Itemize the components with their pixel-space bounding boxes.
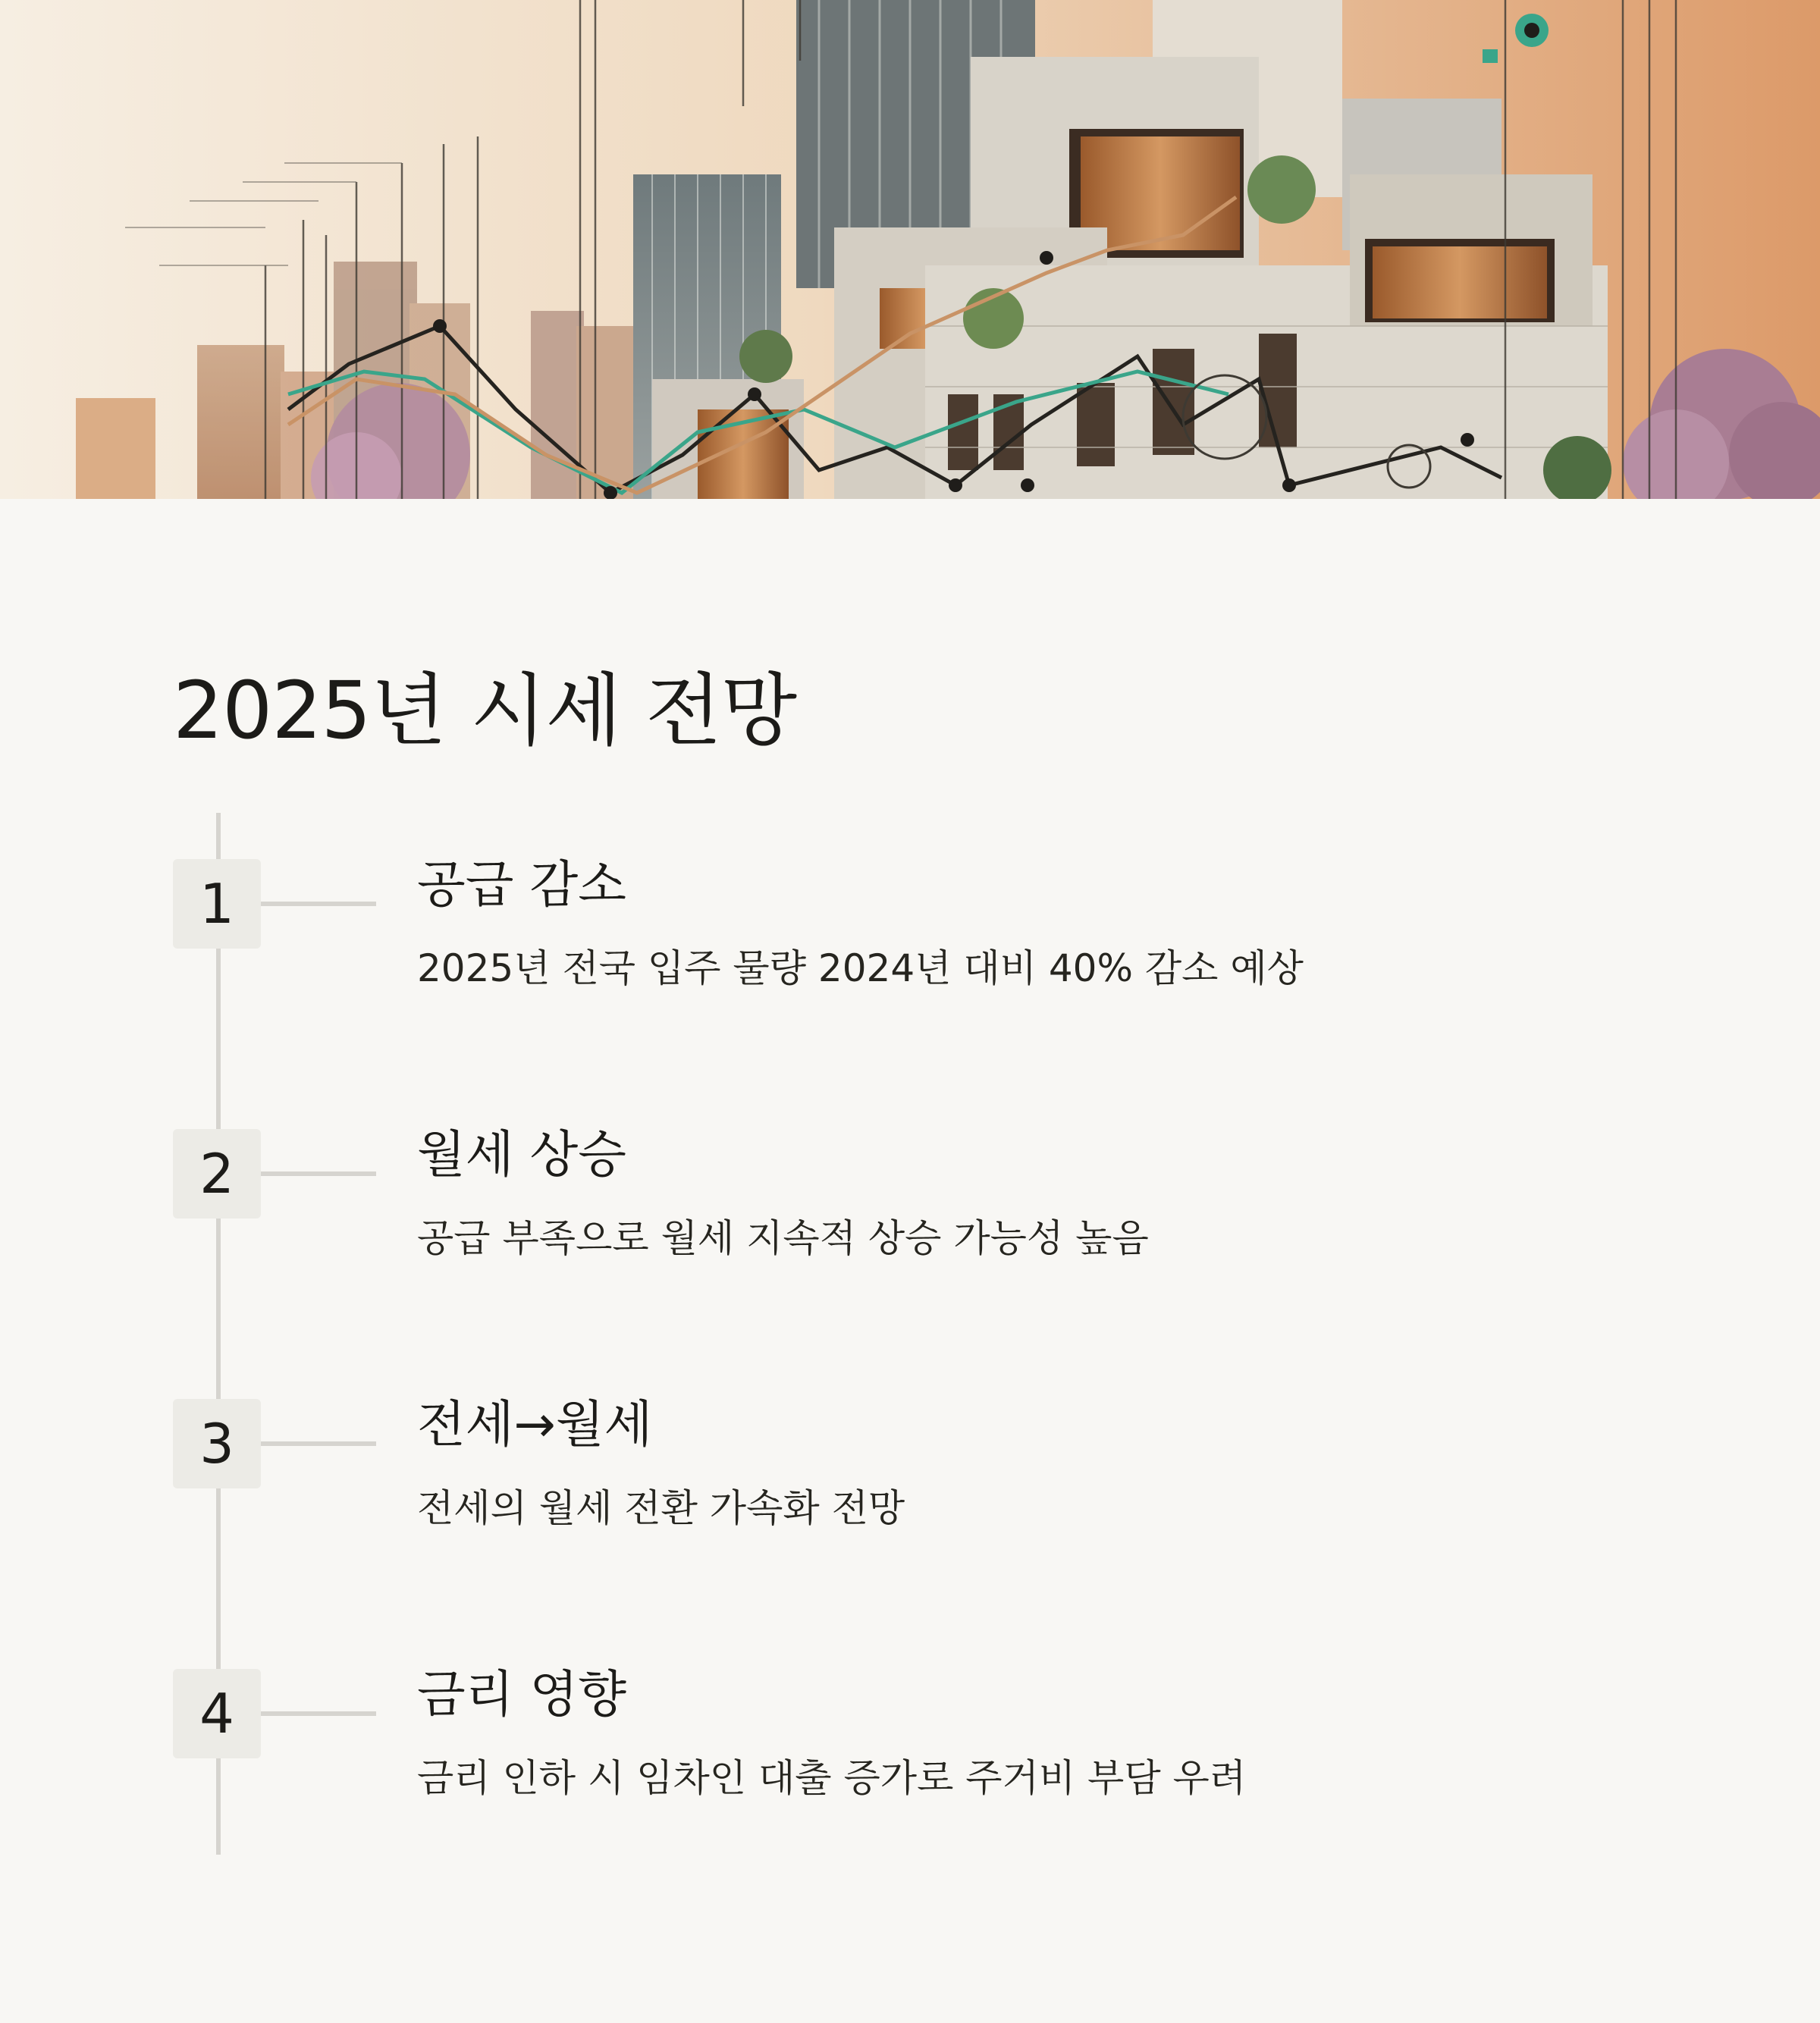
step-description: 2025년 전국 입주 물량 2024년 대비 40% 감소 예상 — [417, 946, 1304, 990]
step-title: 금리 영향 — [417, 1665, 627, 1723]
timeline-step — [173, 1125, 1614, 1311]
page-title: 2025년 시세 전망 — [173, 664, 797, 757]
timeline-step — [173, 1395, 1614, 1581]
step-description: 금리 인하 시 임차인 대출 증가로 주거비 부담 우려 — [417, 1756, 1247, 1800]
timeline-step — [173, 1665, 1614, 1851]
hero-image — [0, 0, 1820, 499]
timeline-step — [173, 855, 1614, 1041]
step-description: 공급 부족으로 월세 지속적 상승 가능성 높음 — [417, 1216, 1149, 1260]
step-connector — [261, 902, 376, 906]
step-title: 공급 감소 — [417, 855, 627, 914]
step-number-box: 2 — [173, 1129, 261, 1219]
step-number-box: 1 — [173, 859, 261, 949]
step-connector — [261, 1711, 376, 1716]
hero-illustration — [0, 0, 1820, 499]
step-number-box: 3 — [173, 1399, 261, 1488]
step-connector — [261, 1441, 376, 1446]
step-number-box: 4 — [173, 1669, 261, 1758]
step-connector — [261, 1171, 376, 1176]
step-title: 전세→월세 — [417, 1395, 653, 1454]
step-description: 전세의 월세 전환 가속화 전망 — [417, 1486, 905, 1530]
step-title: 월세 상승 — [417, 1125, 627, 1184]
